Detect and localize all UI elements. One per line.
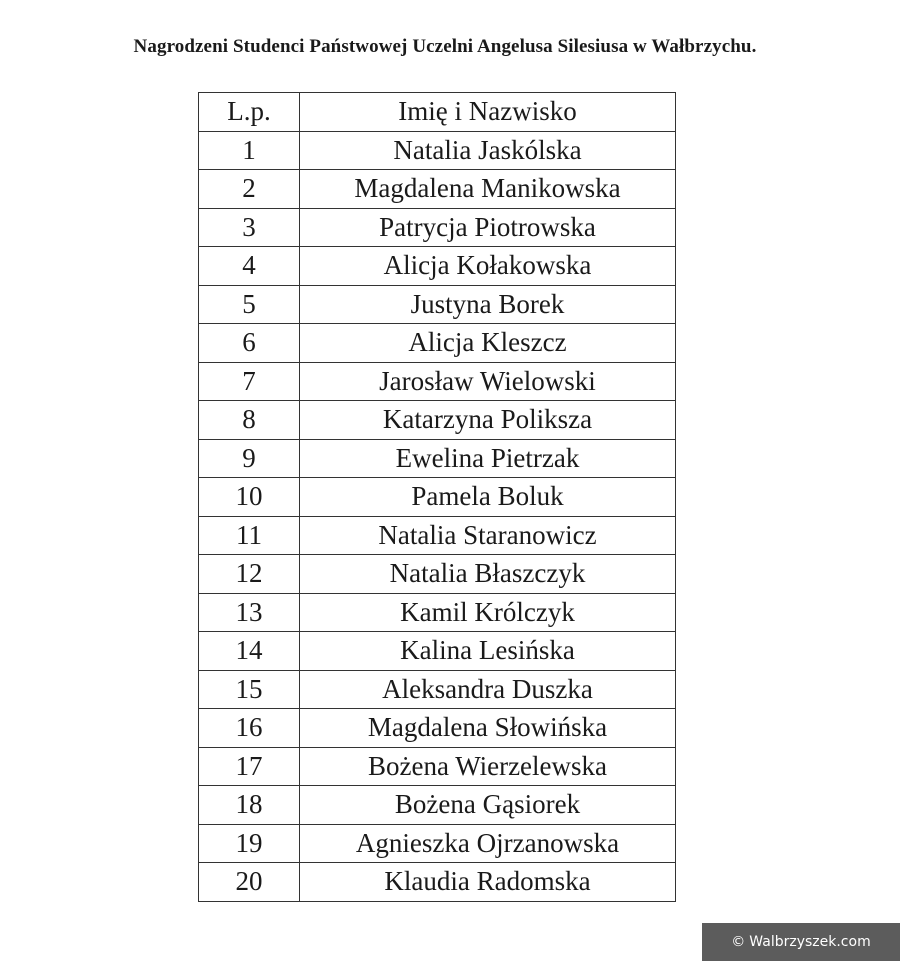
table-row xyxy=(199,208,676,247)
student-name: Katarzyna Poliksza xyxy=(300,401,676,440)
student-name: Kamil Królczyk xyxy=(300,593,676,632)
student-name: Alicja Kleszcz xyxy=(300,324,676,363)
table-row xyxy=(199,131,676,170)
watermark xyxy=(702,923,900,961)
table-row xyxy=(199,478,676,517)
table-row xyxy=(199,555,676,594)
table-row xyxy=(199,170,676,209)
table-row xyxy=(199,285,676,324)
row-number: 4 xyxy=(199,247,300,286)
student-name: Patrycja Piotrowska xyxy=(300,208,676,247)
watermark-text: Walbrzyszek.com xyxy=(749,934,871,950)
row-number: 18 xyxy=(199,786,300,825)
table-row xyxy=(199,401,676,440)
student-name: Justyna Borek xyxy=(300,285,676,324)
student-name: Natalia Błaszczyk xyxy=(300,555,676,594)
student-name: Alicja Kołakowska xyxy=(300,247,676,286)
row-number: 6 xyxy=(199,324,300,363)
student-name: Kalina Lesińska xyxy=(300,632,676,671)
row-number: 5 xyxy=(199,285,300,324)
row-number: 9 xyxy=(199,439,300,478)
row-number: 11 xyxy=(199,516,300,555)
row-number: 16 xyxy=(199,709,300,748)
row-number: 3 xyxy=(199,208,300,247)
student-name: Ewelina Pietrzak xyxy=(300,439,676,478)
table-row xyxy=(199,324,676,363)
table-row xyxy=(199,362,676,401)
row-number: 14 xyxy=(199,632,300,671)
row-number: 2 xyxy=(199,170,300,209)
row-number: 12 xyxy=(199,555,300,594)
student-name: Agnieszka Ojrzanowska xyxy=(300,824,676,863)
row-number: 20 xyxy=(199,863,300,902)
row-number: 7 xyxy=(199,362,300,401)
student-name: Jarosław Wielowski xyxy=(300,362,676,401)
table-row xyxy=(199,824,676,863)
student-name: Bożena Wierzelewska xyxy=(300,747,676,786)
row-number: 15 xyxy=(199,670,300,709)
student-name: Pamela Boluk xyxy=(300,478,676,517)
row-number: 10 xyxy=(199,478,300,517)
student-name: Magdalena Manikowska xyxy=(300,170,676,209)
awarded-students-table xyxy=(198,92,676,902)
table-header-row xyxy=(199,93,676,132)
table-body xyxy=(199,131,676,901)
table-row xyxy=(199,247,676,286)
student-name: Aleksandra Duszka xyxy=(300,670,676,709)
table-row xyxy=(199,863,676,902)
row-number: 13 xyxy=(199,593,300,632)
row-number: 8 xyxy=(199,401,300,440)
row-number: 19 xyxy=(199,824,300,863)
table-row xyxy=(199,593,676,632)
student-name: Natalia Staranowicz xyxy=(300,516,676,555)
header-name: Imię i Nazwisko xyxy=(300,93,676,132)
row-number: 1 xyxy=(199,131,300,170)
student-name: Klaudia Radomska xyxy=(300,863,676,902)
header-lp: L.p. xyxy=(199,93,300,132)
table-row xyxy=(199,709,676,748)
document-title: Nagrodzeni Studenci Państwowej Uczelni Angelusa Silesiusa w Wałbrzychu. xyxy=(133,36,757,57)
table-row xyxy=(199,439,676,478)
table-row xyxy=(199,516,676,555)
copyright-icon: © xyxy=(731,934,746,950)
student-name: Bożena Gąsiorek xyxy=(300,786,676,825)
row-number: 17 xyxy=(199,747,300,786)
table-row xyxy=(199,747,676,786)
student-name: Natalia Jaskólska xyxy=(300,131,676,170)
table-row xyxy=(199,632,676,671)
table-row xyxy=(199,670,676,709)
student-name: Magdalena Słowińska xyxy=(300,709,676,748)
table-row xyxy=(199,786,676,825)
